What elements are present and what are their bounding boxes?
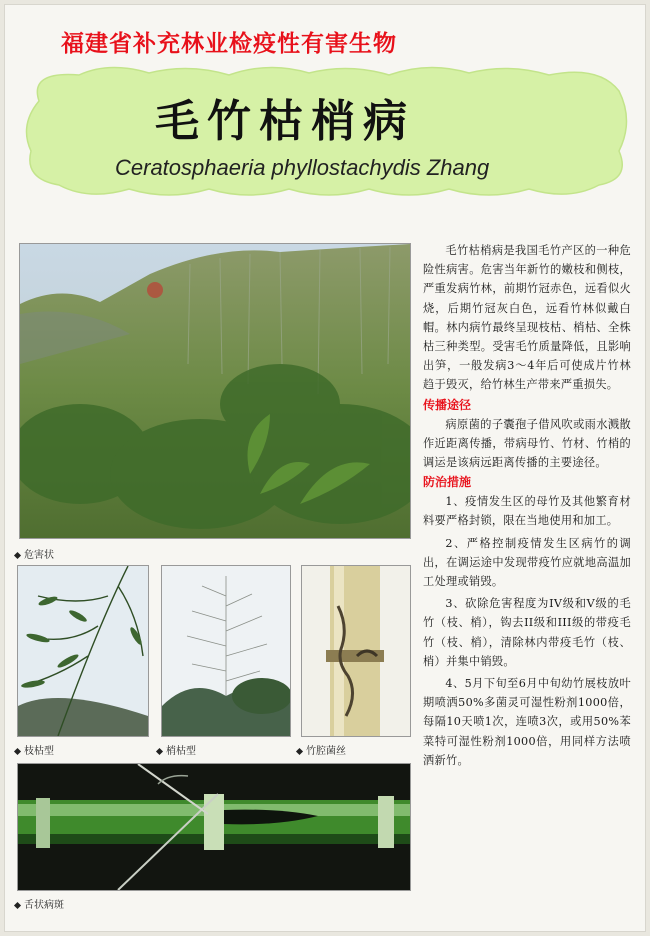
caption-text: 枝枯型 [24,746,54,757]
bamboo-culm-lesion-image [18,764,410,890]
photo-tip-blight [161,565,291,737]
control-item: 3、砍除危害程度为IV级和V级的毛竹（枝、梢），钩去II级和III级的带疫毛竹（枝、梢），清除林内带疫毛竹（枝、梢）并集中销毁。 [423,597,631,668]
poster [4,4,646,932]
photo-culm-hyphae [301,565,411,737]
diamond-bullet-icon [156,747,163,754]
caption-text: 竹腔菌丝 [306,746,346,757]
control-item: 2、严格控制疫情发生区病竹的调出，在调运途中发现带疫竹应就地高温加工处理或销毁。 [423,536,631,589]
caption-branch-blight [15,742,54,757]
branch-blight-image [18,566,148,736]
forest-hillside-image [20,244,410,538]
caption-text: 危害状 [24,550,54,561]
caption-text: 梢枯型 [166,746,196,757]
intro-paragraph: 毛竹枯梢病是我国毛竹产区的一种危险性病害。危害当年新竹的嫩枝和侧枝，严重发病竹林，前期竹冠赤色，远看似火烧，后期竹冠灰白色，远看竹林似戴白帽。林内病竹最终呈现枝枯、梢枯、全株枯三种类型。受害毛竹质量降低，且影响出笋，一般发病3～4年后可使成片竹林趋于毁灭，给竹林生产带来严重损失。 [423,244,631,392]
photo-tongue-lesion [17,763,411,891]
caption-culm-hyphae [297,742,346,757]
caption-tongue-lesion [15,896,64,911]
control-item: 4、5月下旬至6月中旬幼竹展枝放叶期喷洒50%多菌灵可湿性粉剂1000倍，每隔10天喷1次，连喷3次，或用50%苯菜特可湿性粉剂1000倍，用同样方法喷洒新竹。 [423,677,631,767]
caption-tip-blight [157,742,196,757]
organization-title: 福建省补充林业检疫性有害生物 [61,31,397,57]
diamond-bullet-icon [14,747,21,754]
transmission-paragraph: 病原菌的子囊孢子借风吹或雨水溅散作近距离传播，带病母竹、竹材、竹梢的调运是该病远距离传播的主要途径。 [423,417,631,470]
diamond-bullet-icon [14,551,21,558]
section-heading-transmission: 传播途径 [423,397,472,412]
diamond-bullet-icon [296,747,303,754]
diamond-bullet-icon [14,901,21,908]
caption-damage-symptom [15,546,54,561]
section-heading-control: 防治措施 [423,475,472,490]
photo-branch-blight [17,565,149,737]
control-item: 1、疫情发生区的母竹及其他繁育材料要严格封锁，限在当地使用和加工。 [423,495,631,528]
scientific-name: Ceratosphaeria phyllostachydis Zhang [115,155,490,180]
caption-text: 舌状病斑 [24,900,64,911]
photo-damage-symptom [19,243,411,539]
culm-hyphae-image [302,566,410,736]
tip-blight-image [162,566,290,736]
page-title: 毛竹枯梢病 [155,96,415,147]
text-column [423,241,631,773]
